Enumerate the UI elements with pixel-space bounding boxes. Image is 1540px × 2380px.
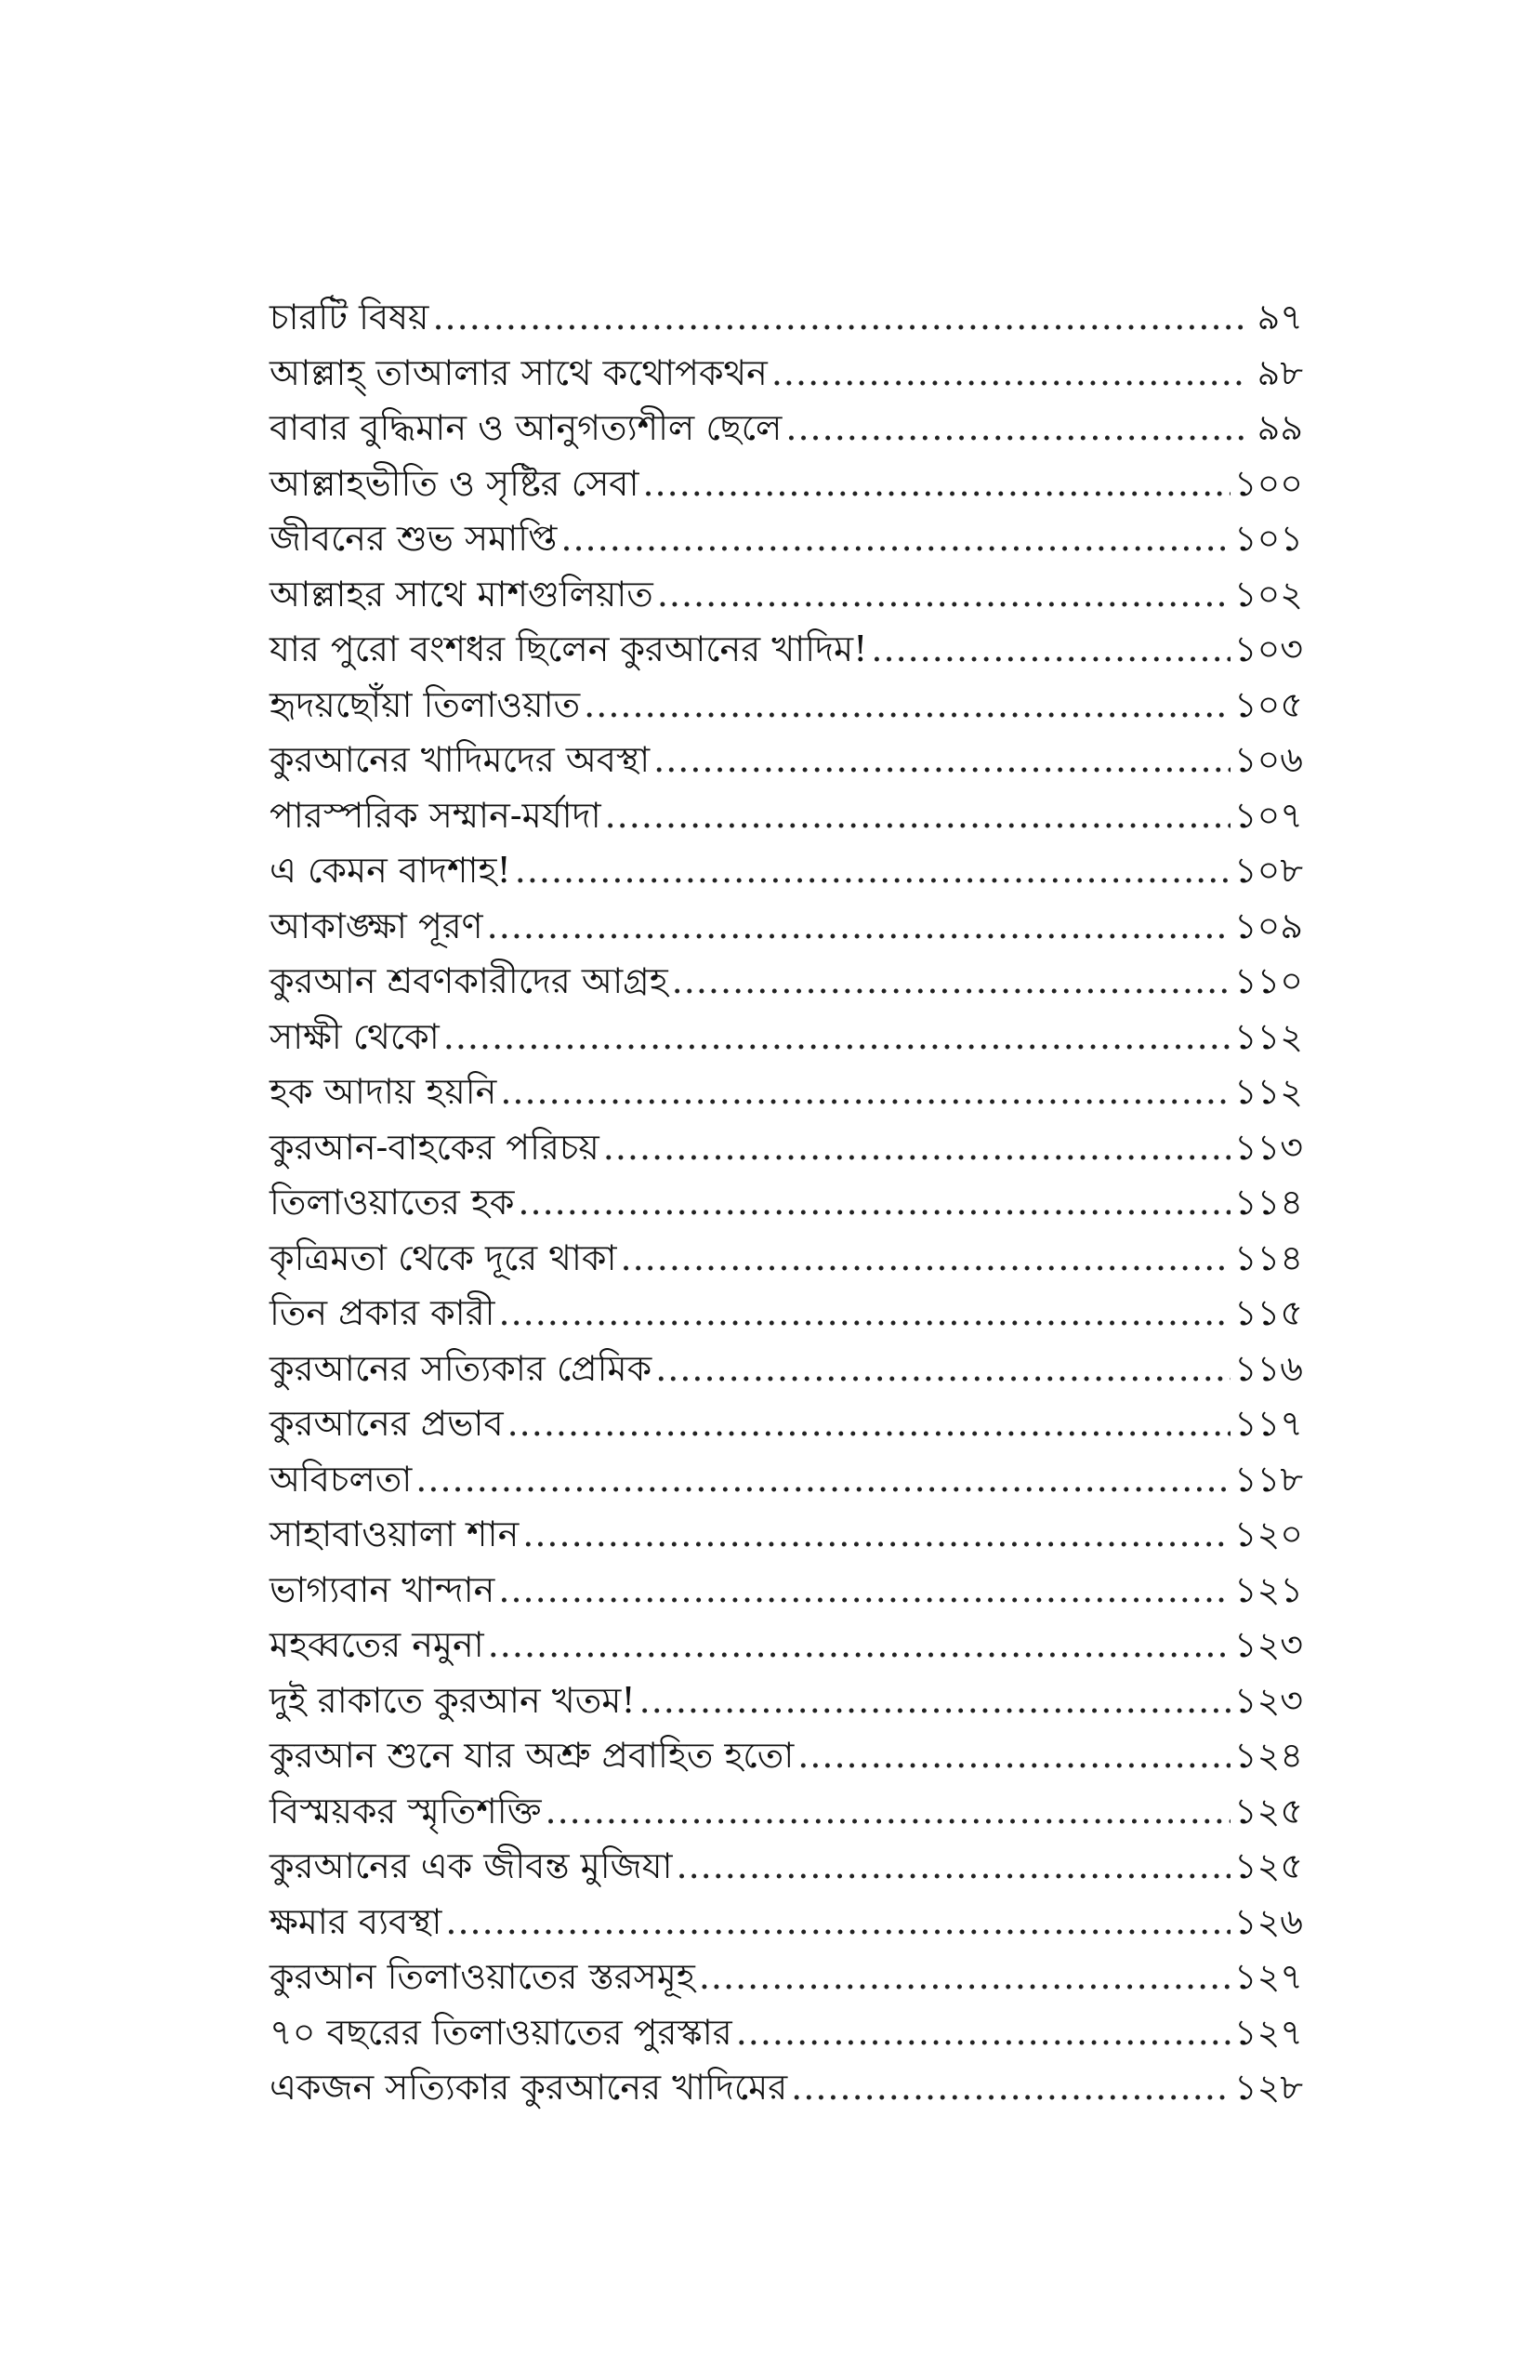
- toc-entry-title: কুরআনের খাদিমদের অবস্থা: [270, 739, 651, 780]
- toc-entry-page: ১১৪: [1234, 1182, 1303, 1223]
- toc-entry[interactable]: [270, 1342, 1303, 1397]
- dot-leader: [657, 567, 1231, 623]
- toc-entry-page: ১২০: [1233, 1514, 1303, 1554]
- toc-entry[interactable]: [270, 456, 1303, 512]
- dot-leader: [518, 1175, 1231, 1231]
- toc-entry[interactable]: [270, 346, 1303, 402]
- dot-leader: [445, 1895, 1231, 1950]
- toc-entry-title: কুরআন শুনে যার অশ্রু প্রবাহিত হতো: [270, 1735, 795, 1776]
- toc-entry[interactable]: [270, 899, 1303, 955]
- dot-leader: [672, 954, 1231, 1010]
- toc-entry-page: ১১০: [1233, 960, 1303, 1001]
- dot-leader: [443, 1010, 1231, 1065]
- toc-entry[interactable]: [270, 1120, 1303, 1176]
- toc-entry-page: ১০১: [1233, 518, 1303, 559]
- table-of-contents: [270, 290, 1303, 2116]
- toc-entry-page: ১০৫: [1233, 683, 1303, 725]
- toc-entry-title: কুরআনের সত্যিকার প্রেমিক: [270, 1347, 652, 1389]
- dot-leader: [791, 2060, 1231, 2116]
- toc-entry-title: জীবনের শুভ সমাপ্তি: [270, 518, 558, 559]
- toc-entry[interactable]: [270, 1231, 1303, 1287]
- toc-entry-page: ১০০: [1233, 462, 1303, 504]
- toc-entry-title: কুরআন তিলাওয়াতের স্তরসমূহ: [270, 1956, 695, 1997]
- toc-entry-title: তিন প্রকার কারী: [270, 1292, 495, 1333]
- toc-entry-page: ১২৪: [1233, 1735, 1303, 1776]
- toc-entry-page: ১১৩: [1233, 1126, 1303, 1168]
- toc-entry-title: আকাঙ্ক্ষা পূরণ: [270, 905, 483, 946]
- dot-leader: [546, 1784, 1231, 1840]
- toc-entry-page: ১১৬: [1233, 1347, 1303, 1389]
- dot-leader: [771, 346, 1244, 402]
- toc-entry-title: পারস্পরিক সম্মান-মর্যাদা: [270, 794, 601, 836]
- toc-entry-title: মহব্বতের নমুনা: [270, 1624, 484, 1665]
- toc-entry-title: সাহাবাওয়ালা শান: [270, 1514, 520, 1554]
- toc-entry-page: ১১৮: [1234, 1458, 1303, 1500]
- toc-entry-title: হক আদায় হয়নি: [270, 1071, 497, 1112]
- toc-entry-title: কুরআনের প্রভাব: [270, 1403, 504, 1444]
- dot-leader: [699, 1950, 1231, 2005]
- toc-entry-title: কৃত্রিমতা থেকে দূরে থাকা: [270, 1236, 617, 1278]
- dot-leader: [415, 1452, 1231, 1508]
- toc-entry-page: ১২৮: [1233, 2067, 1303, 2108]
- toc-entry-page: ১২৫: [1233, 1845, 1303, 1886]
- toc-entry-title: তিলাওয়াতের হক: [270, 1182, 515, 1223]
- toc-entry-title: সাক্ষী থেকো: [270, 1015, 440, 1057]
- toc-entry-title: কুরআন শ্রবণকারীদের আগ্রহ: [270, 960, 668, 1001]
- toc-entry-page: ১২৫: [1233, 1790, 1303, 1831]
- toc-entry-page: ৯৮: [1257, 351, 1303, 393]
- toc-entry[interactable]: [270, 1396, 1303, 1452]
- toc-entry-page: ১০২: [1233, 573, 1303, 615]
- toc-entry-title: বিস্ময়কর স্মৃতিশক্তি: [270, 1790, 542, 1831]
- toc-entry-title: চারটি বিষয়: [270, 297, 429, 337]
- toc-entry-title: দুই রাকাতে কুরআন খতম!: [270, 1679, 636, 1721]
- toc-entry[interactable]: [270, 1286, 1303, 1342]
- toc-entry-page: ১২১: [1233, 1568, 1303, 1610]
- toc-entry-page: ১২৩: [1233, 1679, 1303, 1721]
- toc-entry[interactable]: [270, 1728, 1303, 1784]
- toc-entry-title: অবিচলতা: [270, 1458, 413, 1500]
- dot-leader: [498, 1563, 1231, 1619]
- dot-leader: [676, 1839, 1230, 1895]
- toc-entry[interactable]: [270, 843, 1303, 899]
- toc-entry[interactable]: [270, 622, 1303, 678]
- toc-entry[interactable]: [270, 290, 1303, 346]
- toc-entry-page: ১২৩: [1233, 1624, 1303, 1665]
- dot-leader: [642, 456, 1230, 512]
- toc-entry-title: কুরআনের এক জীবন্ত মুজিযা: [270, 1845, 673, 1886]
- toc-entry[interactable]: [270, 401, 1303, 456]
- toc-entry-page: ১০৮: [1233, 850, 1303, 891]
- toc-entry[interactable]: [270, 788, 1303, 844]
- toc-entry-page: ১১৪: [1234, 1236, 1303, 1278]
- dot-leader: [487, 899, 1231, 955]
- toc-entry-page: ১১৫: [1234, 1292, 1303, 1333]
- toc-entry-page: ১২৭: [1233, 1956, 1303, 1997]
- dot-leader: [522, 1507, 1231, 1563]
- toc-entry[interactable]: [270, 1175, 1303, 1231]
- toc-entry[interactable]: [270, 1010, 1303, 1065]
- toc-entry[interactable]: [270, 1507, 1303, 1563]
- dot-leader: [498, 1286, 1231, 1342]
- dot-leader: [785, 401, 1244, 456]
- toc-entry[interactable]: [270, 2005, 1303, 2061]
- toc-entry-title: বাবার বুদ্ধিমান ও আনুগত্যশীল ছেলে: [270, 407, 783, 448]
- toc-entry[interactable]: [270, 1563, 1303, 1619]
- toc-entry[interactable]: [270, 1839, 1303, 1895]
- dot-leader: [584, 678, 1231, 734]
- toc-entry[interactable]: [270, 1673, 1303, 1729]
- dot-leader: [655, 1342, 1231, 1397]
- dot-leader: [507, 1396, 1231, 1452]
- dot-leader: [432, 290, 1244, 346]
- toc-entry-page: ১০৩: [1233, 628, 1303, 669]
- dot-leader: [560, 511, 1231, 567]
- toc-entry[interactable]: [270, 1618, 1303, 1673]
- dot-leader: [653, 733, 1231, 788]
- dot-leader: [797, 1728, 1231, 1784]
- toc-entry[interactable]: [270, 1064, 1303, 1120]
- toc-entry-page: ১০৯: [1233, 905, 1303, 946]
- toc-entry[interactable]: [270, 1784, 1303, 1840]
- dot-leader: [488, 1618, 1231, 1673]
- toc-entry-title: কুরআন-বাহকের পরিচয়: [270, 1126, 599, 1168]
- toc-entry[interactable]: [270, 1950, 1303, 2005]
- toc-entry-page: ৯৯: [1257, 407, 1303, 448]
- toc-entry-title: ভাগ্যবান খান্দান: [270, 1568, 495, 1610]
- toc-entry[interactable]: [270, 2060, 1303, 2116]
- toc-entry-page: ১১২: [1233, 1071, 1303, 1112]
- toc-entry[interactable]: [270, 1452, 1303, 1508]
- toc-entry-page: ১০৭: [1233, 794, 1303, 836]
- toc-entry[interactable]: [270, 511, 1303, 567]
- toc-entry-title: একজন সত্যিকার কুরআনের খাদিমের: [270, 2067, 788, 2108]
- dot-leader: [515, 843, 1231, 899]
- toc-entry[interactable]: [270, 733, 1303, 788]
- toc-entry-page: ১২৬: [1233, 1900, 1303, 1942]
- dot-leader: [605, 788, 1231, 844]
- dot-leader: [871, 622, 1231, 678]
- dot-leader: [639, 1673, 1231, 1729]
- toc-entry[interactable]: [270, 1895, 1303, 1950]
- toc-entry-title: যার পুরো বংশধর ছিলেন কুরআনের খাদিম!: [270, 628, 868, 669]
- toc-entry-page: ১০৬: [1233, 739, 1303, 780]
- toc-entry-page: ১২৭: [1233, 2011, 1303, 2053]
- toc-entry-title: হৃদয়ছোঁয়া তিলাওয়াত: [270, 683, 581, 725]
- toc-entry-title: এ কেমন বাদশাহ!: [270, 850, 511, 891]
- dot-leader: [603, 1120, 1231, 1176]
- dot-leader: [621, 1231, 1231, 1287]
- toc-entry-title: ৭০ বছরের তিলাওয়াতের পুরস্কার: [270, 2011, 732, 2053]
- toc-entry[interactable]: [270, 567, 1303, 623]
- toc-entry-page: ১১২: [1233, 1015, 1303, 1057]
- toc-entry-page: ১১৭: [1233, 1403, 1303, 1444]
- toc-entry-title: আল্লাহ্ তাআলার সাথে কথোপকথন: [270, 351, 768, 393]
- dot-leader: [500, 1064, 1231, 1120]
- toc-entry-title: আল্লাহভীতি ও সৃষ্টির সেবা: [270, 462, 639, 504]
- toc-entry[interactable]: [270, 954, 1303, 1010]
- toc-entry[interactable]: [270, 678, 1303, 734]
- toc-entry-page: ৯৭: [1257, 297, 1303, 337]
- toc-entry-title: আল্লাহর সাথে মাশগুলিয়াত: [270, 573, 653, 615]
- dot-leader: [736, 2005, 1231, 2061]
- toc-entry-title: ক্ষমার ব্যবস্থা: [270, 1900, 442, 1942]
